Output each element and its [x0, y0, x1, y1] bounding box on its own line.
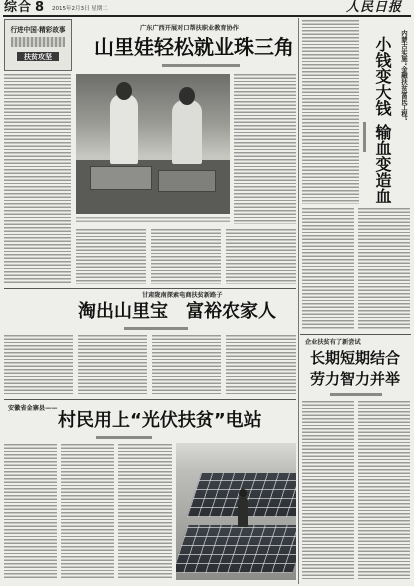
feature-box-ornament: [11, 37, 65, 47]
article-kicker: 内蒙古实施“金融扶贫富民工程”: [400, 30, 408, 121]
body-text-column: [76, 229, 146, 284]
article-byline: [162, 64, 240, 67]
body-text-column: [302, 208, 354, 330]
photo-person: [172, 100, 202, 164]
photo-equipment: [90, 166, 152, 190]
article-headline: 劳力智力并举: [310, 370, 401, 388]
photo-equipment: [158, 170, 216, 192]
photo-solar-station: [176, 443, 296, 580]
paper-logo: 人民日报: [346, 0, 403, 15]
photo-person-head: [239, 489, 247, 497]
page-number: 8: [35, 0, 45, 15]
photo-person: [110, 94, 138, 164]
article-byline: [96, 436, 152, 439]
body-text-column: [302, 401, 354, 579]
body-text-column: [358, 208, 410, 330]
feature-box-title: 行进中国·精彩故事: [10, 26, 66, 34]
article-headline: 淘出山里宝 富裕农家人: [78, 301, 276, 322]
body-text-column: [4, 335, 73, 395]
article-byline: [124, 327, 188, 330]
photo-person-head: [116, 82, 132, 100]
article-headline: 输血变造血: [373, 124, 392, 204]
body-text-column: [358, 401, 410, 579]
photo-caption: [76, 217, 230, 224]
column-divider: [298, 18, 299, 584]
body-text-column: [4, 74, 71, 284]
article-kicker: 广东广西开展对口帮扶职业教育协作: [140, 25, 239, 32]
article-kicker: 企业扶贫有了新尝试: [305, 339, 361, 346]
photo-vocational-training: [76, 74, 230, 214]
body-text-column: [234, 74, 296, 224]
article-headline: 村民用上“光伏扶贫”电站: [58, 410, 262, 431]
masthead-rule: [3, 15, 411, 17]
body-text-column: [152, 335, 221, 395]
body-text-column: [118, 444, 172, 580]
body-text-column: [151, 229, 221, 284]
article-headline: 长期短期结合: [310, 349, 401, 367]
section-divider: [4, 288, 296, 289]
section-divider: [4, 399, 296, 400]
section-divider: [300, 334, 411, 335]
body-text-column: [78, 335, 147, 395]
body-text-column: [226, 335, 296, 395]
photo-person: [238, 497, 248, 527]
article-byline: [330, 393, 382, 396]
article-kicker: 安徽省金寨县——: [8, 405, 58, 412]
body-text-column: [302, 20, 359, 204]
feature-box-topic: 扶贫攻坚: [17, 52, 59, 61]
feature-box: [4, 19, 72, 71]
body-text-column: [4, 444, 57, 580]
issue-date: 2015年2月3日 星期二: [52, 6, 108, 12]
article-headline: 小钱变大钱: [373, 36, 392, 116]
article-headline: 山里娃轻松就业珠三角: [94, 35, 294, 59]
article-byline: [363, 122, 366, 152]
body-text-column: [61, 444, 114, 580]
photo-solar-panels: [176, 525, 296, 573]
body-text-column: [226, 229, 296, 284]
section-name: 综合: [4, 0, 33, 15]
photo-person-head: [179, 87, 195, 105]
article-kicker: 甘肃陇南探索电商扶贫新路子: [142, 292, 223, 299]
